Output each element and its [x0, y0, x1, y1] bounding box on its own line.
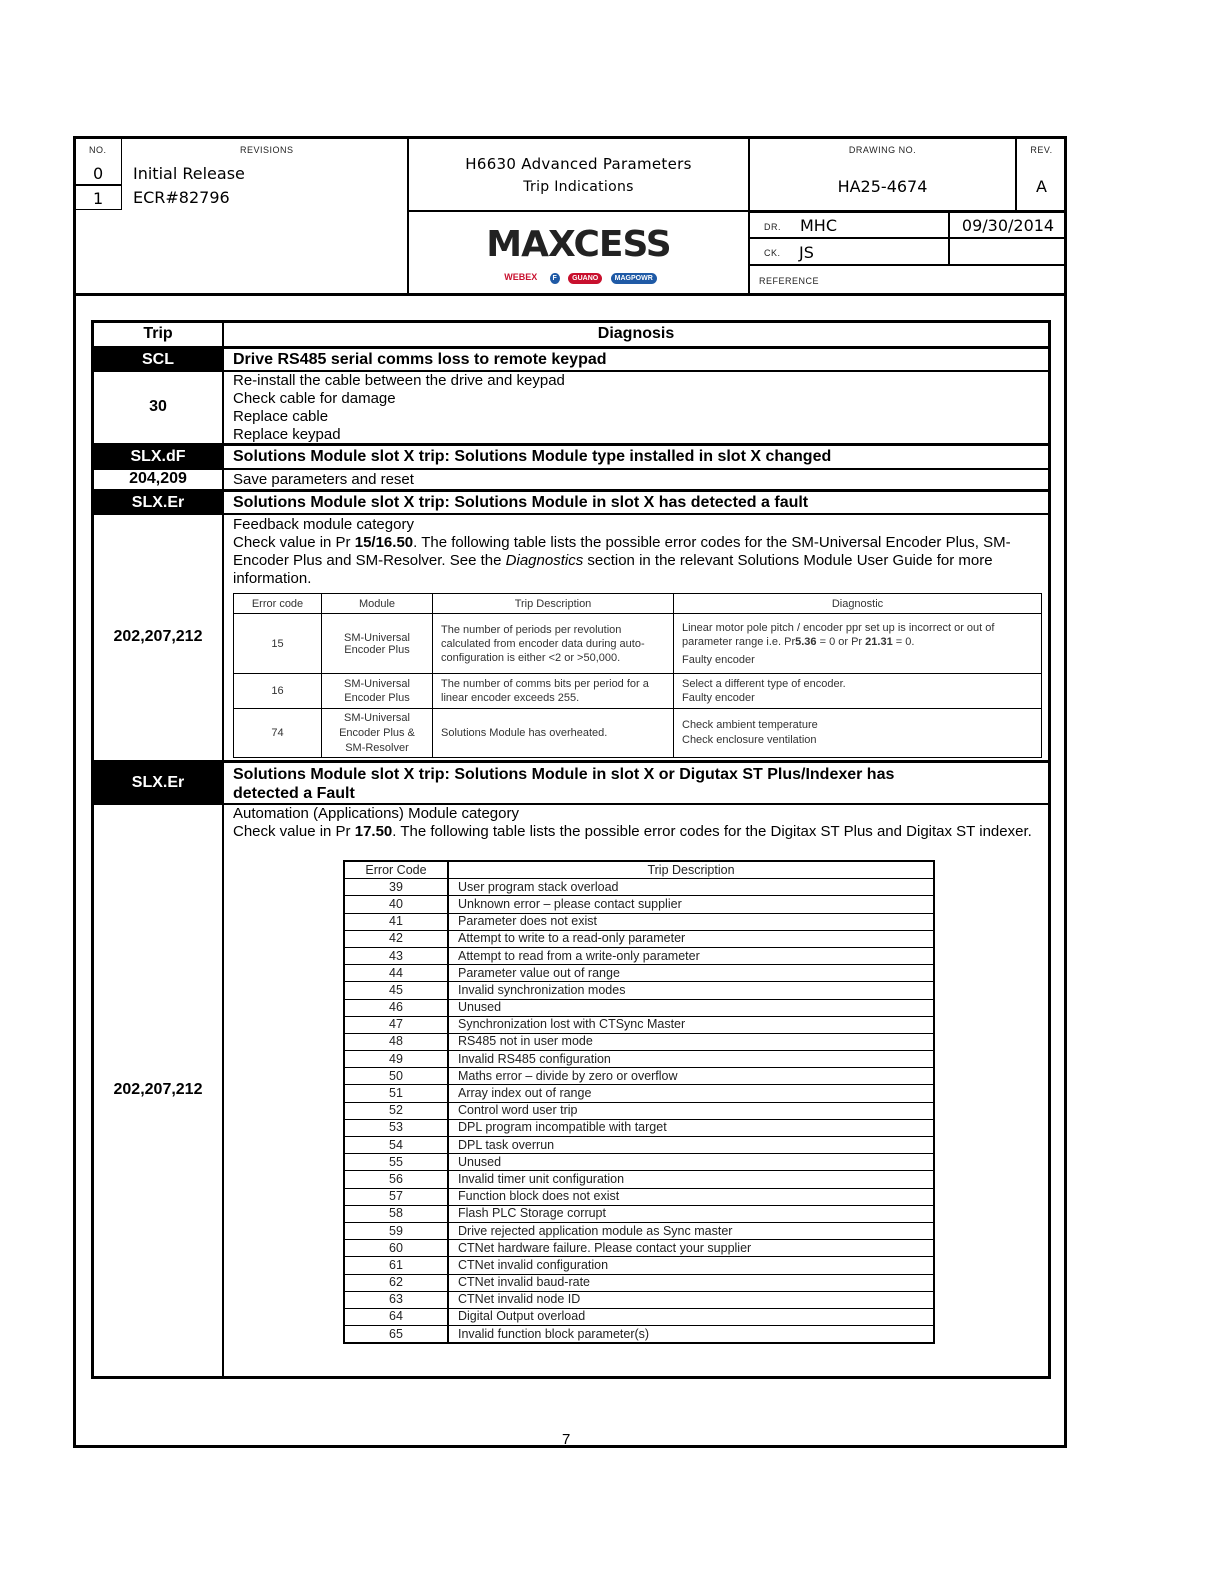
trip-code-slxer: SLX.Er — [94, 763, 222, 803]
row-divider — [94, 346, 1048, 349]
slxer1-body — [233, 516, 1038, 588]
drawing-no: HA25-4674 — [837, 177, 928, 196]
header-trip: Trip — [143, 325, 173, 342]
drawing-no-label: DRAWING NO. — [848, 145, 917, 155]
date-value: 09/30/2014 — [961, 216, 1055, 235]
trip-description: Invalid RS485 configuration — [448, 1051, 934, 1068]
error-code: 39 — [344, 879, 448, 896]
row-divider — [94, 489, 1048, 492]
row-divider — [94, 513, 1048, 515]
trip-description: Parameter value out of range — [448, 965, 934, 982]
table-row — [344, 1051, 934, 1068]
error-code: 41 — [344, 913, 448, 930]
table-row — [344, 1274, 934, 1291]
col-header: Trip Description — [448, 861, 934, 879]
trip-description: Control word user trip — [448, 1102, 934, 1119]
title-block-bottom-line — [76, 293, 1066, 296]
error-code: 44 — [344, 965, 448, 982]
header-diagnosis: Diagnosis — [597, 325, 675, 342]
revision-text: Initial Release — [133, 164, 245, 183]
table-row — [344, 1291, 934, 1308]
trip-description: Invalid function block parameter(s) — [448, 1326, 934, 1344]
scl-line: Replace cable — [233, 408, 329, 425]
error-code: 55 — [344, 1154, 448, 1171]
error-code: 63 — [344, 1291, 448, 1308]
logo-brand: F — [550, 273, 560, 284]
table-row — [344, 1205, 934, 1222]
error-code: 40 — [344, 896, 448, 913]
col-header: Trip Description — [433, 594, 674, 614]
error-code: 51 — [344, 1085, 448, 1102]
error-code: 46 — [344, 999, 448, 1016]
logo-brand: GUANO — [568, 273, 602, 284]
trip-description: Array index out of range — [448, 1085, 934, 1102]
trip-description: CTNet invalid node ID — [448, 1291, 934, 1308]
title-block-divider — [748, 139, 750, 294]
drawing-title-line1: H6630 Advanced Parameters — [465, 155, 692, 173]
title-block-divider — [750, 264, 1066, 266]
table-row — [344, 1119, 934, 1136]
scl-number: 30 — [149, 398, 167, 415]
column-divider — [222, 323, 224, 1376]
table-row — [344, 1326, 934, 1344]
slxer1-text: Check value in Pr 15/16.50. The following table lists the possible error codes for the SM-Universal Encoder Plus, SM-Encoder Plus and SM-Resolver. See the Diagnostics section in the relevant Solutions Module User Guide for more information. — [233, 534, 1011, 587]
trip-description: CTNet invalid configuration — [448, 1257, 934, 1274]
revision-divider — [76, 184, 122, 186]
error-code: 59 — [344, 1222, 448, 1239]
trip-code-slxer: SLX.Er — [94, 492, 222, 514]
error-code: 43 — [344, 947, 448, 964]
table-row — [344, 965, 934, 982]
logo-brand: MAGPOWR — [611, 273, 657, 284]
trip-description: Unused — [448, 1154, 934, 1171]
trip-description: Invalid timer unit configuration — [448, 1171, 934, 1188]
trip-description: Drive rejected application module as Sync master — [448, 1222, 934, 1239]
scl-lines — [233, 372, 565, 444]
trip-description: Attempt to read from a write-only parameter — [448, 947, 934, 964]
table-row: 15 SM-Universal Encoder Plus The number of periods per revolution calculated from encoder data during auto-configuration is either <2 or >50,000. Linear motor pole pitch / encoder ppr set up is incorrect or out of parameter range i.e. Pr5.36 = 0 or Pr 21.31 = 0. Faulty encoder — [234, 614, 1042, 674]
title-block-divider — [750, 237, 1066, 239]
drawing-title-line2: Trip Indications — [523, 179, 634, 195]
scl-line: Replace keypad — [233, 426, 341, 443]
reference-label: REFERENCE — [759, 276, 820, 286]
error-code: 62 — [344, 1274, 448, 1291]
error-code: 52 — [344, 1102, 448, 1119]
table-row — [344, 913, 934, 930]
slxer2-title: Solutions Module slot X trip: Solutions Module in slot X or Digutax ST Plus/Indexer has detected a Fault — [233, 766, 895, 802]
row-divider — [94, 443, 1048, 446]
table-row — [344, 1188, 934, 1205]
col-header: Module — [322, 594, 433, 614]
diagnosis-table — [91, 320, 1051, 1379]
table-row — [344, 1240, 934, 1257]
trip-code-slxdf: SLX.dF — [94, 446, 222, 468]
revision-text: ECR#82796 — [133, 188, 230, 207]
col-header: Diagnostic — [674, 594, 1042, 614]
slxer1-title: Solutions Module slot X trip: Solutions Module in slot X has detected a fault — [233, 494, 809, 511]
scl-line: Re-install the cable between the drive and keypad — [233, 372, 565, 389]
table-row — [344, 1016, 934, 1033]
table-row — [344, 982, 934, 999]
table-row — [344, 1033, 934, 1050]
col-header: Error Code — [344, 861, 448, 879]
error-code: 61 — [344, 1257, 448, 1274]
error-code: 60 — [344, 1240, 448, 1257]
trip-description: Flash PLC Storage corrupt — [448, 1205, 934, 1222]
error-code: 58 — [344, 1205, 448, 1222]
slxdf-title: Solutions Module slot X trip: Solutions Module type installed in slot X changed — [233, 448, 832, 465]
maxcess-logo — [409, 224, 748, 285]
table-row — [344, 1171, 934, 1188]
ck-value: JS — [799, 243, 814, 262]
table-row — [344, 930, 934, 947]
error-code: 48 — [344, 1033, 448, 1050]
trip-description: DPL task overrun — [448, 1137, 934, 1154]
table-row — [344, 947, 934, 964]
ck-label: CK. — [764, 248, 781, 258]
table-row: 16 SM-Universal Encoder Plus The number of comms bits per period for a linear encoder exceeds 255. Select a different type of encoder. Faulty encoder — [234, 674, 1042, 709]
error-code: 47 — [344, 1016, 448, 1033]
revision-divider — [121, 139, 122, 210]
trip-description: DPL program incompatible with target — [448, 1119, 934, 1136]
error-code: 45 — [344, 982, 448, 999]
error-code: 49 — [344, 1051, 448, 1068]
error-code: 57 — [344, 1188, 448, 1205]
rev-label: REV. — [1030, 145, 1053, 155]
table-row: 74 SM-Universal Encoder Plus & SM-Resolver Solutions Module has overheated. Check ambient temperature Check enclosure ventilation — [234, 709, 1042, 758]
slxer1-number: 202,207,212 — [113, 628, 203, 645]
revision-divider — [76, 209, 122, 210]
trip-description: Synchronization lost with CTSync Master — [448, 1016, 934, 1033]
table-row — [344, 1222, 934, 1239]
slxer2-category: Automation (Applications) Module category — [233, 805, 519, 822]
error-code: 42 — [344, 930, 448, 947]
slxdf-number: 204,209 — [129, 470, 187, 487]
table-row — [344, 1137, 934, 1154]
trip-description: Parameter does not exist — [448, 913, 934, 930]
automation-error-table — [343, 860, 935, 1344]
slxdf-text: Save parameters and reset — [233, 471, 414, 488]
feedback-error-table — [233, 593, 1042, 758]
trip-description: CTNet invalid baud-rate — [448, 1274, 934, 1291]
error-code: 50 — [344, 1068, 448, 1085]
error-code: 56 — [344, 1171, 448, 1188]
revisions-label: REVISIONS — [240, 145, 294, 155]
rev-value: A — [1036, 177, 1047, 196]
logo-text: MAXCESS — [486, 224, 671, 265]
table-row — [344, 1257, 934, 1274]
slxer1-category: Feedback module category — [233, 516, 414, 533]
revision-no: 0 — [93, 164, 104, 183]
scl-line: Check cable for damage — [233, 390, 396, 407]
slxer2-body — [233, 805, 1038, 841]
table-row — [344, 1102, 934, 1119]
dr-value: MHC — [800, 216, 838, 235]
trip-code-scl: SCL — [94, 349, 222, 371]
slxer2-text: Check value in Pr 17.50. The following table lists the possible error codes for the Digitax ST Plus and Digitax ST indexer. — [233, 823, 1032, 840]
page-number: 7 — [562, 1431, 571, 1448]
revision-no: 1 — [93, 189, 104, 208]
table-row — [344, 1308, 934, 1325]
table-row — [344, 879, 934, 896]
trip-description: User program stack overload — [448, 879, 934, 896]
title-block-divider — [409, 210, 748, 212]
title-block-divider — [750, 210, 1066, 213]
trip-description: Invalid synchronization modes — [448, 982, 934, 999]
col-header: Error code — [234, 594, 322, 614]
error-code: 54 — [344, 1137, 448, 1154]
no-label: NO. — [89, 145, 107, 155]
logo-brand: WEBEX — [504, 272, 538, 282]
slxer2-number: 202,207,212 — [113, 1081, 203, 1098]
table-row — [344, 896, 934, 913]
trip-description: Function block does not exist — [448, 1188, 934, 1205]
trip-description: Maths error – divide by zero or overflow — [448, 1068, 934, 1085]
trip-description: Unused — [448, 999, 934, 1016]
trip-description: Attempt to write to a read-only parameter — [448, 930, 934, 947]
error-code: 53 — [344, 1119, 448, 1136]
trip-description: RS485 not in user mode — [448, 1033, 934, 1050]
error-code: 64 — [344, 1308, 448, 1325]
row-divider — [94, 760, 1048, 763]
trip-description: Unknown error – please contact supplier — [448, 896, 934, 913]
dr-label: DR. — [764, 222, 781, 232]
trip-description: CTNet hardware failure. Please contact your supplier — [448, 1240, 934, 1257]
scl-title: Drive RS485 serial comms loss to remote keypad — [233, 351, 607, 368]
error-code: 65 — [344, 1326, 448, 1344]
table-row — [344, 1154, 934, 1171]
row-divider — [94, 468, 1048, 470]
trip-description: Digital Output overload — [448, 1308, 934, 1325]
table-row — [344, 1085, 934, 1102]
table-row — [344, 999, 934, 1016]
table-row — [344, 1068, 934, 1085]
